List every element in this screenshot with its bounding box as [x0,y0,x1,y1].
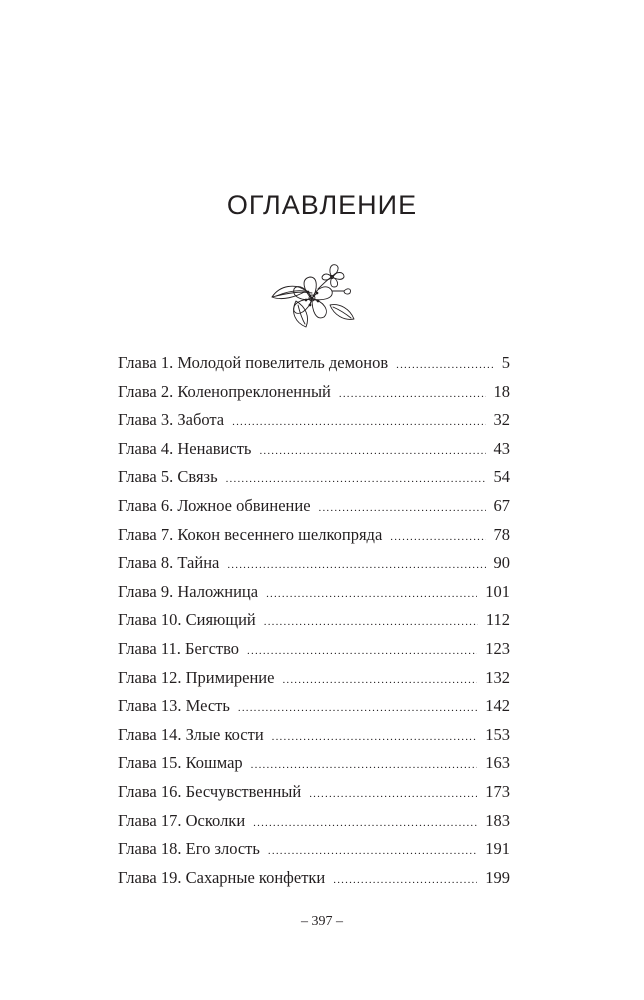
toc-entry [118,639,510,668]
toc-entry [118,353,510,382]
toc-entry-page: 199 [485,867,510,887]
toc-entry [118,382,510,411]
toc-entry-page: 78 [493,524,510,544]
toc-entry-title: Глава 18. Его злость [118,839,260,859]
toc-entry [118,753,510,782]
toc-entry-title: Глава 19. Сахарные конфетки [118,867,326,887]
toc-entry-page: 173 [485,781,510,801]
toc-entry-title: Глава 17. Осколки [118,810,246,830]
toc-entry-page: 191 [485,839,510,859]
dot-leader [247,645,477,657]
toc-entry [118,439,510,468]
dot-leader [264,616,478,628]
dot-leader [238,702,477,714]
dot-leader [339,388,486,400]
dot-leader [232,416,485,428]
dot-leader [259,445,485,457]
dot-leader [309,788,477,800]
toc-entry-page: 163 [485,753,510,773]
toc-entry [118,782,510,811]
toc-entry [118,868,510,897]
toc-entry-title: Глава 11. Бегство [118,638,240,658]
dot-leader [251,759,478,771]
dot-leader [333,874,477,886]
flower-branch-icon [266,257,358,333]
toc-entry-title: Глава 12. Примирение [118,667,275,687]
dot-leader [396,359,494,371]
toc-entry-page: 90 [493,553,510,573]
toc-entry-title: Глава 6. Ложное обвинение [118,495,311,515]
toc-entry [118,410,510,439]
dot-leader [253,817,477,829]
dot-leader [282,674,477,686]
toc-entry-title: Глава 16. Бесчувственный [118,781,302,801]
page-number: – 397 – [301,914,343,929]
dot-leader [272,731,478,743]
toc-entry-page: 112 [485,610,510,630]
toc-entry-title: Глава 7. Кокон весеннего шелкопряда [118,524,383,544]
toc-entry-page: 183 [485,810,510,830]
toc-entry-title: Глава 14. Злые кости [118,724,264,744]
toc-entry [118,525,510,554]
toc-entry-page: 142 [485,696,510,716]
toc-entry [118,725,510,754]
toc-entry-title: Глава 3. Забота [118,410,225,430]
page-heading: ОГЛАВЛЕНИЕ [226,190,418,220]
dot-leader [226,473,486,485]
dot-leader [319,502,486,514]
toc-entry [118,553,510,582]
toc-entry [118,839,510,868]
toc-entry-page: 123 [485,638,510,658]
toc-entry-page: 153 [485,724,510,744]
toc-entry-title: Глава 2. Коленопреклоненный [118,381,331,401]
toc-entry-title: Глава 10. Сияющий [118,610,256,630]
toc-entry [118,582,510,611]
toc-entry-page: 67 [493,495,510,515]
toc-entry-title: Глава 9. Наложница [118,581,259,601]
toc-entry-page: 101 [485,581,510,601]
toc-entry-page: 43 [493,438,510,458]
table-of-contents [118,353,510,896]
dot-leader [390,531,485,543]
dot-leader [266,588,477,600]
dot-leader [227,559,485,571]
toc-entry-title: Глава 5. Связь [118,467,218,487]
toc-entry-title: Глава 1. Молодой повелитель демонов [118,353,389,372]
toc-entry [118,811,510,840]
toc-entry [118,610,510,639]
toc-entry-title: Глава 4. Ненависть [118,438,252,458]
toc-entry-page: 32 [493,410,510,430]
toc-entry-title: Глава 8. Тайна [118,553,220,573]
toc-entry [118,496,510,525]
toc-entry-page: 132 [485,667,510,687]
toc-entry-page: 54 [493,467,510,487]
dot-leader [268,845,477,857]
toc-entry-page: 5 [501,353,510,372]
toc-entry-title: Глава 15. Кошмар [118,753,243,773]
toc-entry-page: 18 [493,381,510,401]
toc-entry [118,696,510,725]
toc-entry [118,668,510,697]
toc-entry-title: Глава 13. Месть [118,696,230,716]
toc-entry [118,467,510,496]
